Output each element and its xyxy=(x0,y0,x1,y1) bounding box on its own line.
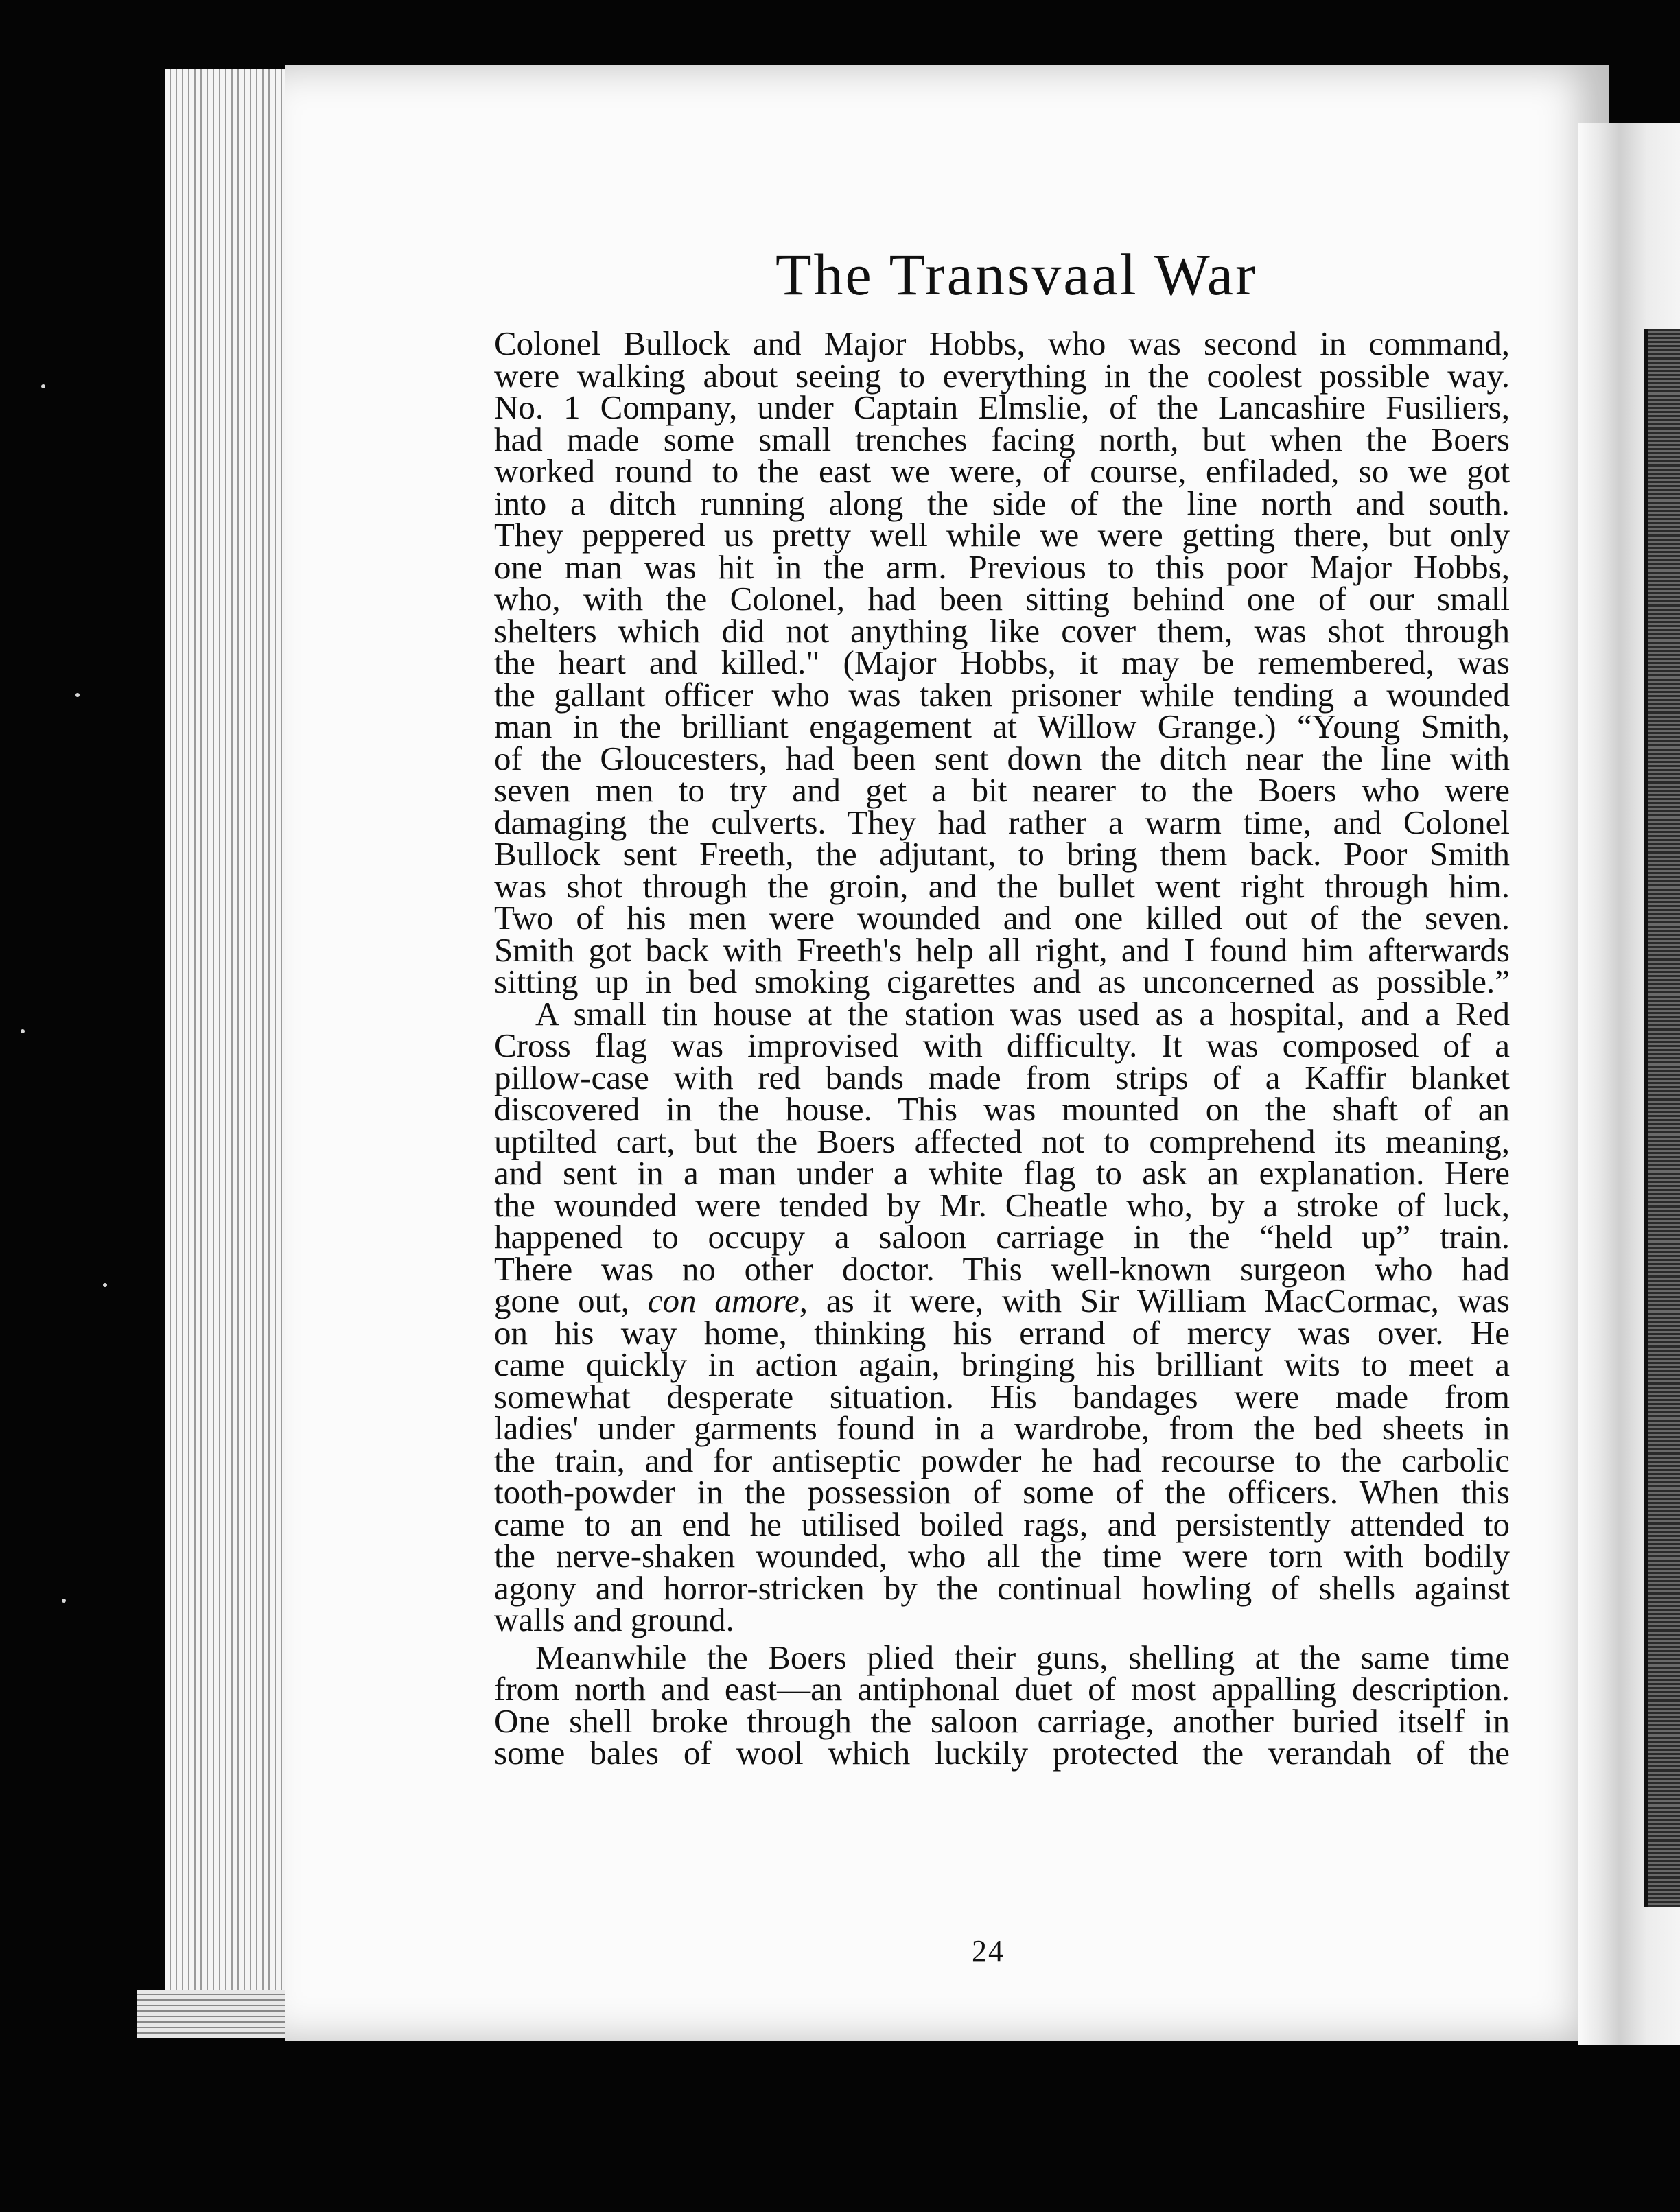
text-run: gone out, xyxy=(494,1282,648,1319)
text-line: the gallant officer who was taken prisoner while tending a wounded xyxy=(494,675,1510,714)
text-line: happened to occupy a saloon carriage in the “held up” train. xyxy=(494,1218,1510,1256)
text-line: walls and ground. xyxy=(494,1601,734,1638)
text-line: damaging the culverts. They had rather a warm time, and Colonel xyxy=(494,803,1510,841)
text-line: into a ditch running along the side of the line north and south. xyxy=(494,484,1510,522)
text-line: were walking about seeing to everything in the coolest possible way. xyxy=(494,356,1510,395)
body-text xyxy=(494,325,1510,1772)
scan-speck xyxy=(41,384,45,388)
scan-speck xyxy=(75,693,80,697)
text-line: agony and horror-stricken by the continual howling of shells against xyxy=(494,1568,1510,1607)
text-line: A small tin house at the station was used as a hospital, and a Red xyxy=(535,994,1510,1033)
stacked-page-edges-bottom xyxy=(137,1990,302,2038)
paragraph xyxy=(494,994,1510,1638)
text-line: Two of his men were wounded and one killed out of the seven. xyxy=(494,899,1510,937)
text-line: sitting up in bed smoking cigarettes and as unconcerned as possible.” xyxy=(494,963,1510,1000)
text-line: the heart and killed." (Major Hobbs, it may be remembered, was xyxy=(494,644,1510,681)
text-line: Bullock sent Freeth, the adjutant, to bring them back. Poor Smith xyxy=(494,835,1510,873)
text-line: on his way home, thinking his errand of mercy was over. He xyxy=(494,1313,1510,1352)
text-line: They peppered us pretty well while we were getting there, but only xyxy=(494,516,1510,554)
text-line: was shot through the groin, and the bullet went right through him. xyxy=(494,867,1510,905)
scan-speck xyxy=(21,1029,25,1033)
text-line: came quickly in action again, bringing his brilliant wits to meet a xyxy=(494,1345,1510,1383)
text-line: who, with the Colonel, had been sitting behind one of our small xyxy=(494,580,1510,617)
text-line: No. 1 Company, under Captain Elmslie, of the Lancashire Fusiliers, xyxy=(494,388,1510,426)
paragraph xyxy=(494,1638,1510,1772)
text-line: ladies' under garments found in a wardrobe, from the bed sheets in xyxy=(494,1409,1510,1447)
text-line: man in the brilliant engagement at Willow Grange.) “Young Smith, xyxy=(494,707,1510,745)
stacked-page-edges xyxy=(165,69,288,2031)
text-run: , as it were, with Sir William MacCormac, was xyxy=(799,1282,1510,1319)
text-line: tooth-powder in the possession of some of the officers. When this xyxy=(494,1473,1510,1511)
text-line: from north and east—an antiphonal duet of most appalling description. xyxy=(494,1670,1510,1708)
text-line: pillow-case with red bands made from strips of a Kaffir blanket xyxy=(494,1058,1510,1096)
text-line: of the Gloucesters, had been sent down the ditch near the line with xyxy=(494,739,1510,777)
text-line: discovered in the house. This was mounted on the shaft of an xyxy=(494,1090,1510,1128)
text-line: some bales of wool which luckily protected the verandah of the xyxy=(494,1734,1510,1772)
text-line: seven men to try and get a bit nearer to the Boers who were xyxy=(494,771,1510,809)
page-number: 24 xyxy=(972,1934,1005,1968)
scan-speck xyxy=(62,1599,66,1603)
text-line: the nerve-shaken wounded, who all the time were torn with bodily xyxy=(494,1537,1510,1575)
text-line: came to an end he utilised boiled rags, and persistently attended to xyxy=(494,1505,1510,1543)
running-head: The Transvaal War xyxy=(775,242,1257,307)
text-line: Cross flag was improvised with difficulty. It was composed of a xyxy=(494,1026,1510,1064)
text-line: somewhat desperate situation. His bandages were made from xyxy=(494,1377,1510,1415)
text-line: One shell broke through the saloon carriage, another buried itself in xyxy=(494,1702,1510,1740)
text-line: uptilted cart, but the Boers affected not to comprehend its meaning, xyxy=(494,1122,1510,1160)
scan-speck xyxy=(103,1283,107,1287)
text-line: the wounded were tended by Mr. Cheatle who, by a stroke of luck, xyxy=(494,1186,1510,1224)
text-line: and sent in a man under a white flag to ask an explanation. Here xyxy=(494,1154,1510,1192)
text-line: worked round to the east we were, of course, enfiladed, so we got xyxy=(494,452,1510,490)
text-line: There was no other doctor. This well-known surgeon who had xyxy=(494,1249,1510,1288)
facing-plate-edge xyxy=(1644,329,1680,1907)
italic-phrase: con amore xyxy=(647,1282,800,1319)
text-line: had made some small trenches facing north, but when the Boers xyxy=(494,420,1510,458)
text-line: Meanwhile the Boers plied their guns, shelling at the same time xyxy=(535,1638,1510,1676)
text-line: one man was hit in the arm. Previous to this poor Major Hobbs, xyxy=(494,548,1510,586)
text-line: Smith got back with Freeth's help all right, and I found him afterwards xyxy=(494,930,1510,969)
text-line: shelters which did not anything like cover them, was shot through xyxy=(494,611,1510,650)
paragraph xyxy=(494,325,1510,1000)
text-line-with-italic xyxy=(494,1282,1510,1319)
text-line: the train, and for antiseptic powder he had recourse to the carbolic xyxy=(494,1441,1510,1479)
text-line: Colonel Bullock and Major Hobbs, who was second in command, xyxy=(494,325,1510,362)
